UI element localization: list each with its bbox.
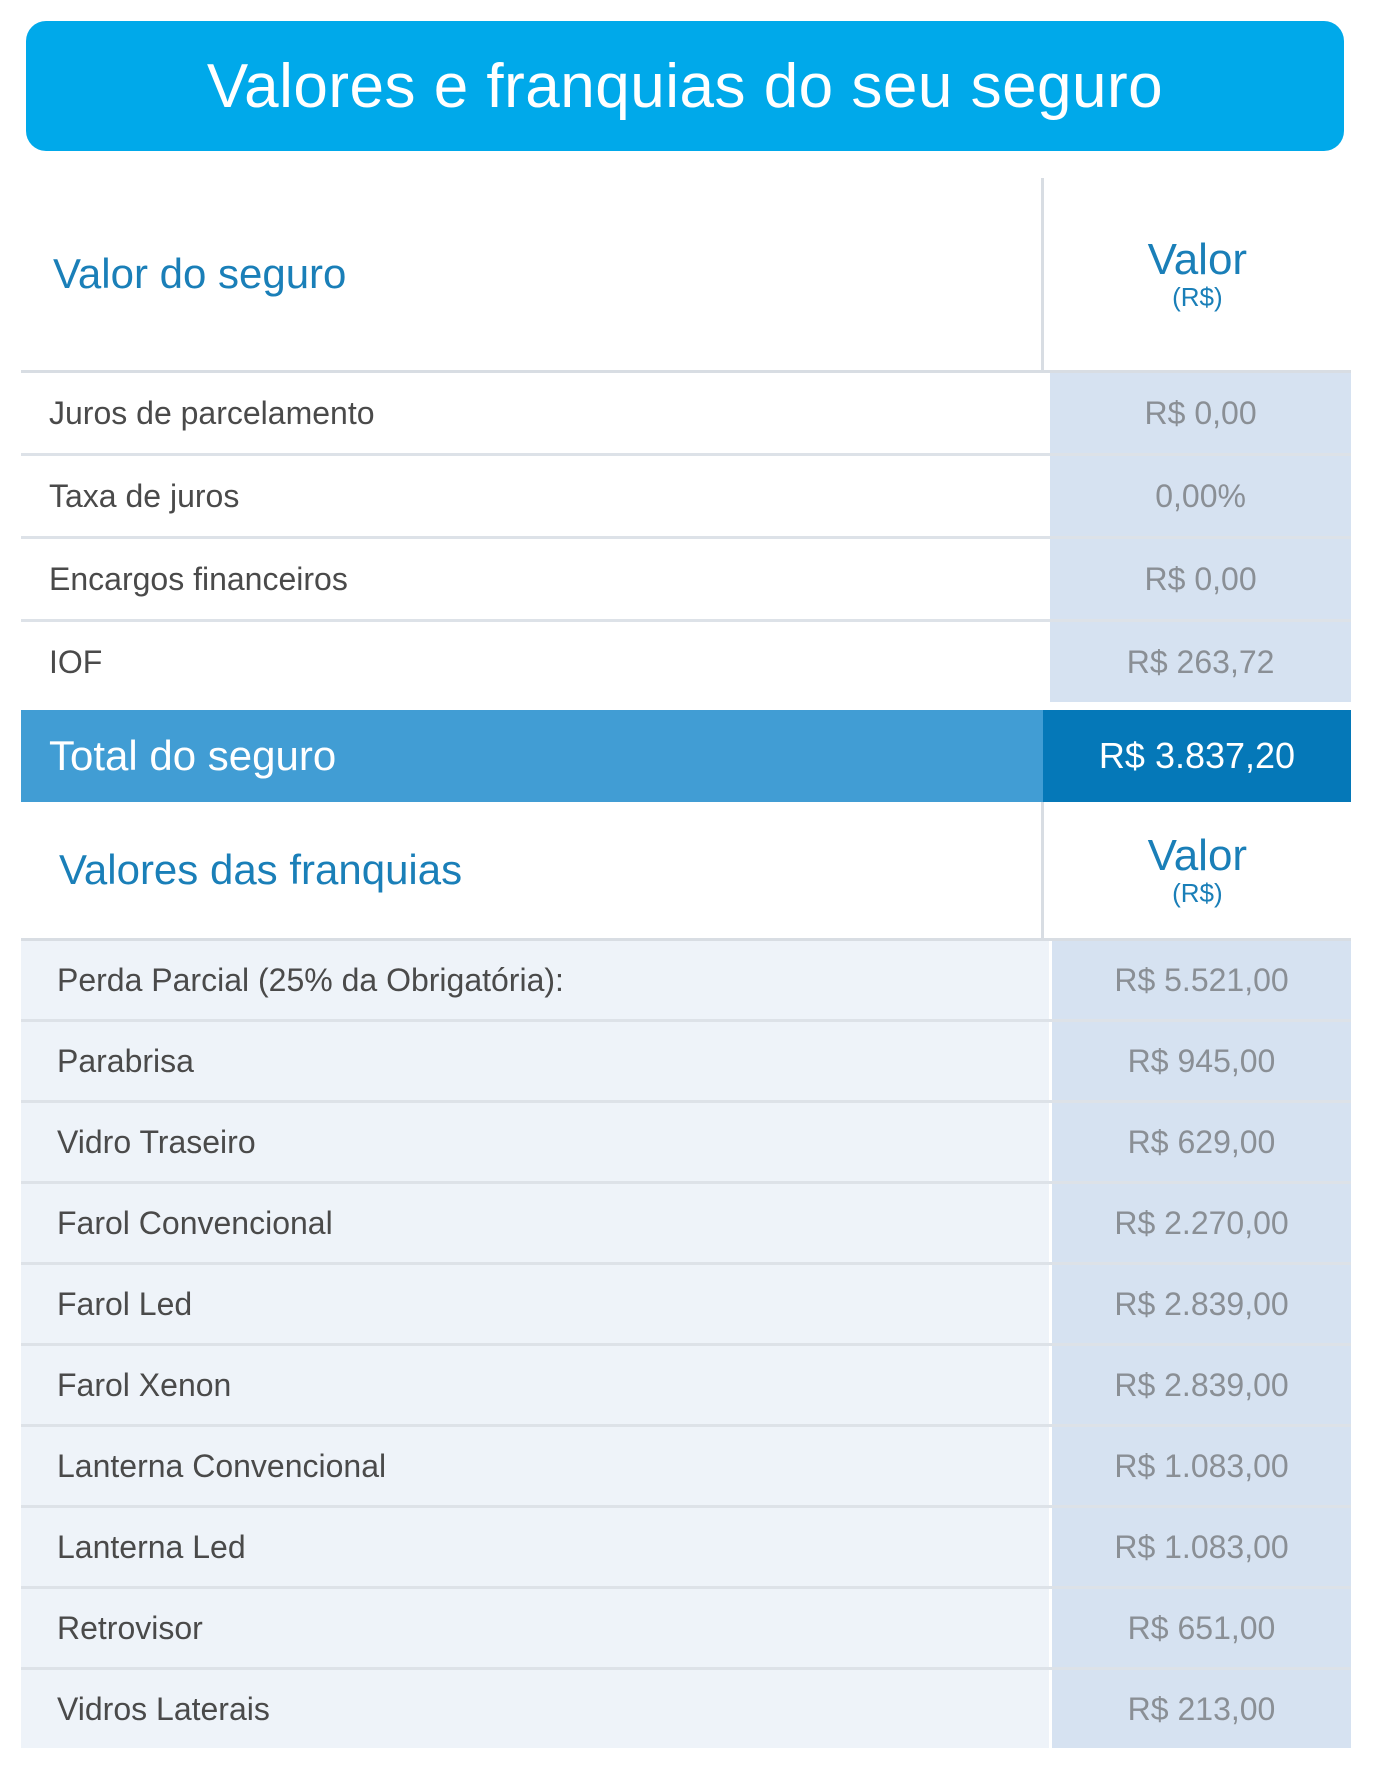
row-value: R$ 2.839,00 xyxy=(1049,1265,1351,1343)
table-row xyxy=(21,539,1351,622)
table-row xyxy=(21,1670,1351,1748)
table-row xyxy=(21,941,1351,1022)
row-label: Perda Parcial (25% da Obrigatória): xyxy=(21,941,1049,1019)
row-label: Retrovisor xyxy=(21,1589,1049,1667)
insurance-total-row xyxy=(21,710,1351,802)
row-value: R$ 0,00 xyxy=(1047,373,1351,453)
insurance-value-table xyxy=(21,178,1351,702)
table-row xyxy=(21,1589,1351,1670)
row-label: Encargos financeiros xyxy=(21,539,1047,619)
insurance-col-unit: (R$) xyxy=(1172,282,1223,312)
deductibles-table xyxy=(21,802,1351,1748)
row-label: IOF xyxy=(21,622,1047,702)
row-value: 0,00% xyxy=(1047,456,1351,536)
row-label: Parabrisa xyxy=(21,1022,1049,1100)
row-value: R$ 0,00 xyxy=(1047,539,1351,619)
table-row xyxy=(21,1265,1351,1346)
deductibles-table-header xyxy=(21,802,1351,941)
deductibles-col-title: Valor xyxy=(1147,831,1248,880)
row-value: R$ 213,00 xyxy=(1049,1670,1351,1748)
row-label: Vidro Traseiro xyxy=(21,1103,1049,1181)
row-value: R$ 2.839,00 xyxy=(1049,1346,1351,1424)
deductibles-heading: Valores das franquias xyxy=(59,846,463,893)
table-row xyxy=(21,1346,1351,1427)
deductibles-col-unit: (R$) xyxy=(1172,878,1223,908)
row-value: R$ 651,00 xyxy=(1049,1589,1351,1667)
insurance-table-header xyxy=(21,178,1351,373)
insurance-heading: Valor do seguro xyxy=(53,250,347,297)
row-label: Lanterna Convencional xyxy=(21,1427,1049,1505)
row-value: R$ 2.270,00 xyxy=(1049,1184,1351,1262)
table-row xyxy=(21,373,1351,456)
total-value: R$ 3.837,20 xyxy=(1043,710,1351,802)
table-row xyxy=(21,1427,1351,1508)
row-label: Farol Led xyxy=(21,1265,1049,1343)
table-row xyxy=(21,622,1351,702)
total-label: Total do seguro xyxy=(21,710,1043,802)
row-value: R$ 1.083,00 xyxy=(1049,1508,1351,1586)
table-row xyxy=(21,1508,1351,1589)
deductibles-value-column-header xyxy=(1041,802,1351,938)
row-label: Vidros Laterais xyxy=(21,1670,1049,1748)
insurance-col-title: Valor xyxy=(1147,235,1248,284)
row-label: Lanterna Led xyxy=(21,1508,1049,1586)
row-label: Taxa de juros xyxy=(21,456,1047,536)
row-value: R$ 945,00 xyxy=(1049,1022,1351,1100)
row-value: R$ 263,72 xyxy=(1047,622,1351,702)
row-value: R$ 1.083,00 xyxy=(1049,1427,1351,1505)
row-label: Farol Convencional xyxy=(21,1184,1049,1262)
row-value: R$ 629,00 xyxy=(1049,1103,1351,1181)
table-row xyxy=(21,456,1351,539)
table-row xyxy=(21,1022,1351,1103)
page-title: Valores e franquias do seu seguro xyxy=(206,51,1164,121)
row-value: R$ 5.521,00 xyxy=(1049,941,1351,1019)
table-row xyxy=(21,1184,1351,1265)
table-row xyxy=(21,1103,1351,1184)
row-label: Juros de parcelamento xyxy=(21,373,1047,453)
page-banner xyxy=(26,21,1344,151)
row-label: Farol Xenon xyxy=(21,1346,1049,1424)
insurance-value-column-header xyxy=(1041,178,1351,370)
